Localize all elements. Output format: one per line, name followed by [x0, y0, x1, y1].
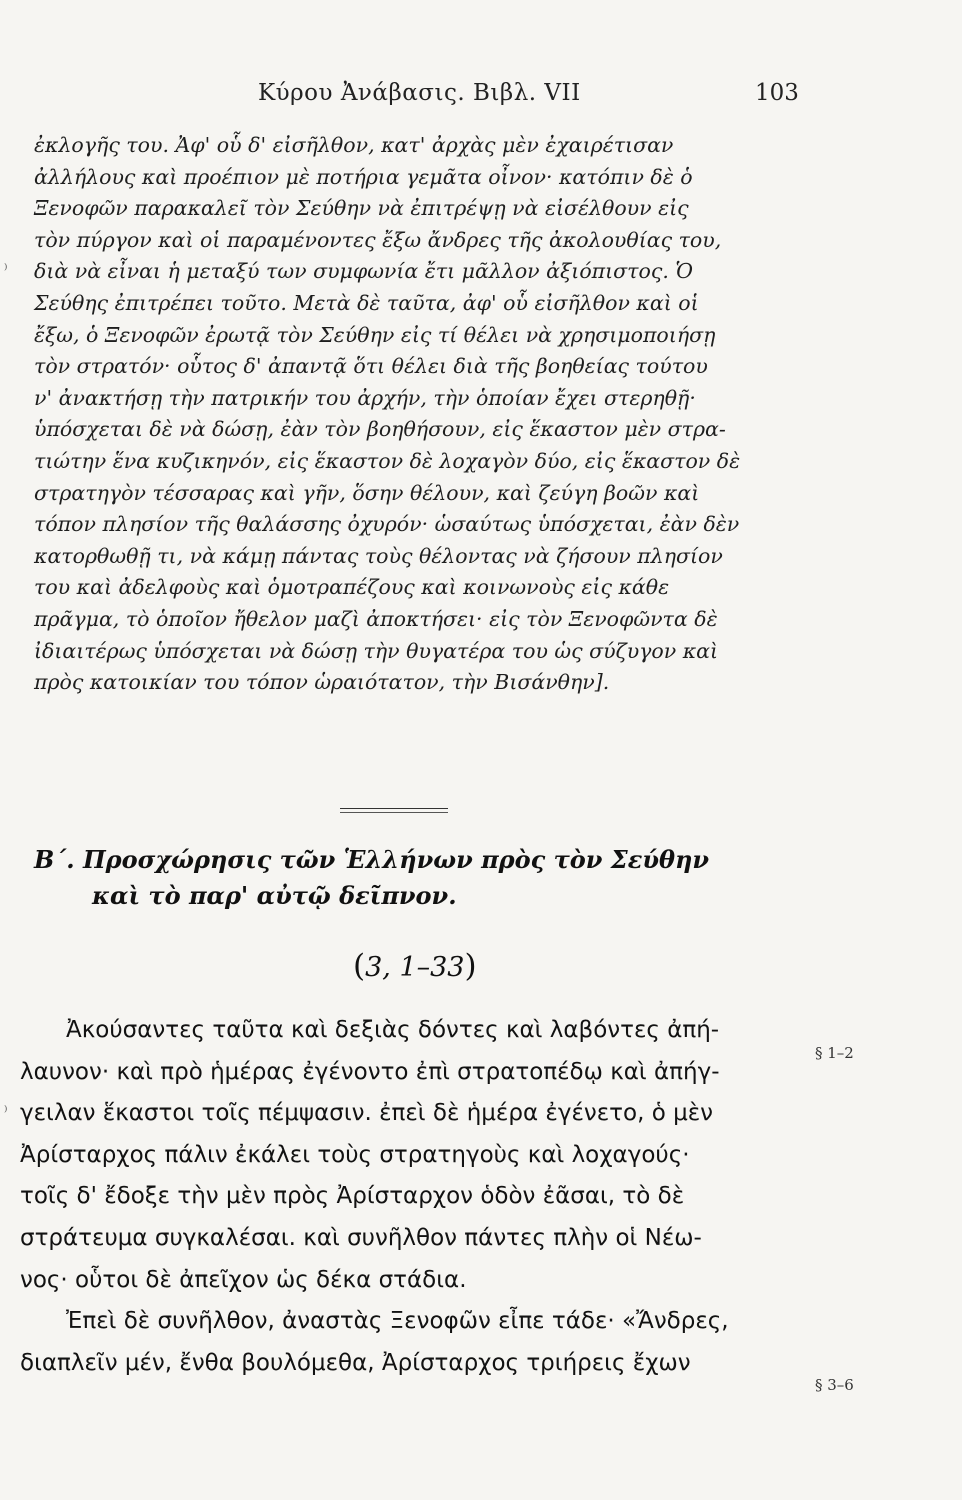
commentary-line: ὑπόσχεται δὲ νὰ δώσῃ, ἐὰν τὸν βοηθήσουν, εἰς ἕκαστον μὲν στρα-: [34, 417, 726, 442]
commentary-line: Ξενοφῶν παρακαλεῖ τὸν Σεύθην νὰ ἐπιτρέψῃ νὰ εἰσέλθουν εἰς: [34, 196, 689, 221]
commentary-line: ἰδιαιτέρως ὑπόσχεται νὰ δώσῃ τὴν θυγατέρα του ὡς σύζυγον καὶ: [34, 638, 719, 663]
margin-tick-mark: ⁾: [4, 262, 8, 278]
text-line: νος· οὗτοι δὲ ἀπεῖχον ὡς δέκα στάδια.: [20, 1266, 467, 1293]
margin-note-section: § 1–2: [815, 1044, 854, 1062]
commentary-line: ν' ἀνακτήσῃ τὴν πατρικήν του ἀρχήν, τὴν ὁποίαν ἔχει στερηθῇ·: [34, 385, 696, 410]
commentary-line: Σεύθης ἐπιτρέπει τοῦτο. Μετὰ δὲ ταῦτα, ἀφ' οὗ εἰσῆλθον καὶ οἱ: [34, 290, 699, 315]
margin-tick-mark: ⁾: [4, 1104, 8, 1120]
text-line: γειλαν ἕκαστοι τοῖς πέμψασιν. ἐπεὶ δὲ ἡμέρα ἐγένετο, ὁ μὲν: [20, 1100, 714, 1127]
commentary-line: κατορθωθῇ τι, νὰ κάμῃ πάντας τοὺς θέλοντας νὰ ζήσουν πλησίον: [34, 543, 723, 568]
text-line: Ἀρίσταρχος πάλιν ἐκάλει τοὺς στρατηγοὺς καὶ λοχαγούς·: [20, 1141, 690, 1168]
section-heading: [34, 842, 824, 914]
reference-open-paren: (: [353, 948, 366, 984]
text-line: Ἀκούσαντες ταῦτα καὶ δεξιὰς δόντες καὶ λαβόντες ἀπή-: [66, 1017, 720, 1043]
commentary-line: ἀλλήλους καὶ προέπιον μὲ ποτήρια γεμᾶτα οἶνον· κατόπιν δὲ ὁ: [34, 164, 693, 189]
section-divider: [340, 808, 448, 809]
text-line: τοῖς δ' ἔδοξε τὴν μὲν πρὸς Ἀρίσταρχον ὁδὸν ἐᾶσαι, τὸ δὲ: [20, 1183, 685, 1210]
commentary-line: τὸν πύργον καὶ οἱ παραμένοντες ἔξω ἄνδρες τῆς ἀκολουθίας του,: [34, 227, 722, 252]
commentary-line: τιώτην ἕνα κυζικηνόν, εἰς ἕκαστον δὲ λοχαγὸν δύο, εἰς ἕκαστον δὲ: [34, 448, 741, 473]
margin-note-section: § 3–6: [815, 1376, 854, 1394]
section-divider-underline: [340, 812, 448, 813]
section-heading-line: καὶ τὸ παρ' αὐτῷ δεῖπνον.: [92, 881, 457, 910]
commentary-line: πρὸς κατοικίαν του τόπον ὡραιότατον, τὴν Βισάνθην].: [34, 670, 610, 695]
commentary-line: ἐκλογῆς του. Ἀφ' οὗ δ' εἰσῆλθον, κατ' ἀρχὰς μὲν ἐχαιρέτισαν: [34, 133, 674, 157]
greek-text-block: [20, 1010, 790, 1384]
commentary-line: στρατηγὸν τέσσαρας καὶ γῆν, ὅσην θέλουν, καὶ ζεύγη βοῶν καὶ: [34, 480, 700, 505]
reference-range: 3, 1–33: [365, 952, 465, 983]
commentary-line: διὰ νὰ εἶναι ἡ μεταξύ των συμφωνία ἔτι μᾶλλον ἀξιόπιστος. Ὁ: [34, 259, 693, 284]
commentary-line: πρᾶγμα, τὸ ὁποῖον ἤθελον μαζὶ ἀποκτήσει· εἰς τὸν Ξενοφῶντα δὲ: [34, 606, 718, 631]
section-reference: [353, 948, 477, 984]
section-heading-line: Β΄. Προσχώρησις τῶν Ἑλλήνων πρὸς τὸν Σεύθην: [34, 845, 710, 874]
commentary-line: του καὶ ἀδελφοὺς καὶ ὁμοτραπέζους καὶ κοινωνοὺς εἰς κάθε: [34, 575, 670, 600]
text-line: διαπλεῖν μέν, ἔνθα βουλόμεθα, Ἀρίσταρχος τριήρεις ἔχων: [20, 1349, 691, 1376]
commentary-line: τὸν στρατόν· οὗτος δ' ἀπαντᾷ ὅτι θέλει διὰ τῆς βοηθείας τούτου: [34, 354, 708, 379]
commentary-line: ἔξω, ὁ Ξενοφῶν ἐρωτᾷ τὸν Σεύθην εἰς τί θέλει νὰ χρησιμοποιήσῃ: [34, 322, 716, 347]
text-line: στράτευμα συγκαλέσαι. καὶ συνῆλθον πάντες πλὴν οἱ Νέω-: [20, 1224, 702, 1251]
page-number: 103: [755, 80, 799, 106]
text-line: λαυνον· καὶ πρὸ ἡμέρας ἐγένοντο ἐπὶ στρατοπέδῳ καὶ ἀπήγ-: [20, 1058, 720, 1085]
running-title: Κύρου Ἀνάβασις. Βιβλ. VII: [258, 80, 581, 106]
reference-close-paren: ): [464, 948, 477, 984]
commentary-block: [34, 130, 804, 699]
text-line: Ἐπεὶ δὲ συνῆλθον, ἀναστὰς Ξενοφῶν εἶπε τάδε· «Ἄνδρες,: [66, 1308, 729, 1335]
commentary-line: τόπον πλησίον τῆς θαλάσσης ὀχυρόν· ὡσαύτως ὑπόσχεται, ἐὰν δὲν: [34, 512, 740, 537]
